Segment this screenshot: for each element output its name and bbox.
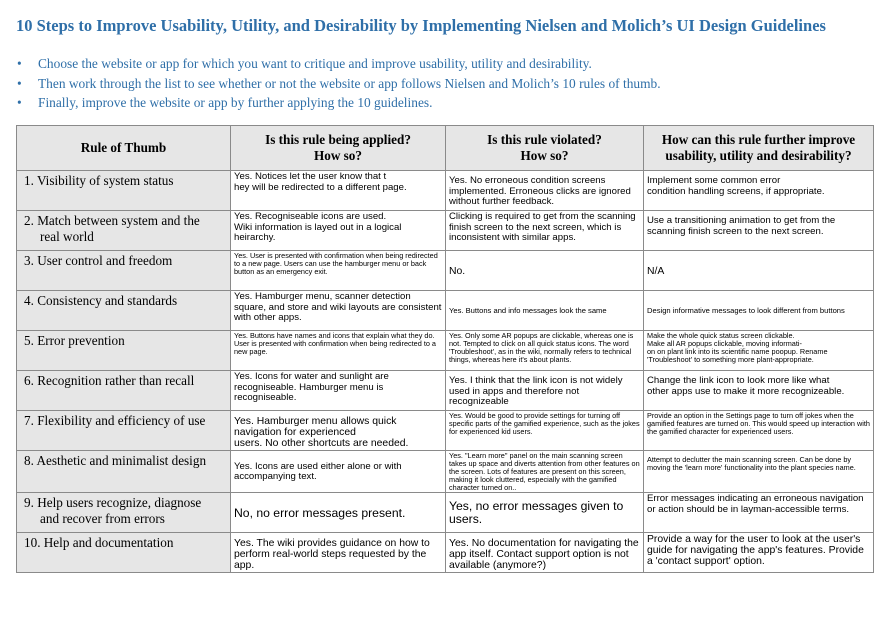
rule-cell xyxy=(17,411,231,451)
rule-text: 10. Help and documentation xyxy=(24,535,174,551)
applied-cell: Yes. User is presented with confirmation when being redirected to a new page. Users can use the hamburger menu or back button as an emergency exit. xyxy=(231,251,446,291)
rule-text: 4. Consistency and standards xyxy=(24,293,178,308)
improve-cell: Change the link icon to look more like what other apps use to make it more recognizeable. xyxy=(644,371,874,411)
rule-cell xyxy=(17,171,231,211)
rule-text: 2. Match between system and the xyxy=(24,213,200,228)
applied-cell: Yes. Icons are used either alone or with accompanying text. xyxy=(231,451,446,493)
improve-cell: Error messages indicating an erroneous navigation or action should be in layman-accessible terms. xyxy=(644,493,874,533)
rule-text: 6. Recognition rather than recall xyxy=(24,373,195,388)
violated-cell: Yes. Buttons and info messages look the same xyxy=(446,291,644,331)
improve-cell: Provide a way for the user to look at the user's guide for navigating the app's features. Provide a 'contact support' option. xyxy=(644,533,874,573)
bullet-icon: • xyxy=(17,95,22,110)
rule-cell xyxy=(17,331,231,371)
list-item-text: Choose the website or app for which you want to critique and improve usability, utility and desirability. xyxy=(38,56,592,71)
header-improve-line2: usability, utility and desirability? xyxy=(665,148,852,163)
rule-text: 7. Flexibility and efficiency of use xyxy=(24,413,206,428)
bullet-icon: • xyxy=(17,75,22,91)
violated-cell: Yes. I think that the link icon is not widely used in apps and therefore not recognizeable xyxy=(446,371,644,411)
table-row xyxy=(17,371,874,411)
header-improve xyxy=(644,126,874,171)
violated-cell: Clicking is required to get from the scanning finish screen to the next screen, which is inconsistent with similar apps. xyxy=(446,211,644,251)
rule-cell xyxy=(17,533,231,573)
rule-text-cont: real world xyxy=(40,229,94,244)
improve-cell: Attempt to declutter the main scanning screen. Can be done by moving the 'learn more' functionality into the plant species name. xyxy=(644,451,874,493)
list-item xyxy=(16,74,661,94)
header-violated-line1: Is this rule violated? xyxy=(487,132,602,147)
violated-cell: Yes. No documentation for navigating the app itself. Contact support option is not available (anymore?) xyxy=(446,533,644,573)
improve-cell: Design informative messages to look different from buttons xyxy=(644,291,874,331)
violated-cell: Yes. Would be good to provide settings for turning off specific parts of the gamified experience, such as the jokes for experienced kid users. xyxy=(446,411,644,451)
improve-cell: Implement some common error condition handling screens, if appropriate. xyxy=(644,171,874,211)
violated-cell: Yes. Only some AR popups are clickable, whereas one is not. Tempted to click on all quick status icons. The word 'Troubleshoot', as in the wiki, normally refers to technical things, whereas here it's about plants. xyxy=(446,331,644,371)
table-row xyxy=(17,171,874,211)
list-item-text: Finally, improve the website or app by further applying the 10 guidelines. xyxy=(38,95,433,110)
list-item xyxy=(16,54,661,74)
rule-cell xyxy=(17,211,231,251)
applied-cell: Yes. Hamburger menu allows quick navigation for experienced users. No other shortcuts are needed. xyxy=(231,411,446,451)
rule-text: 3. User control and freedom xyxy=(24,253,173,268)
rule-text-cont: and recover from errors xyxy=(40,511,165,527)
applied-cell: Yes. Notices let the user know that t hey will be redirected to a different page. xyxy=(231,171,446,211)
improve-cell: Provide an option in the Settings page to turn off jokes when the gamified features are turned on. This would speed up interaction with the gamified character for experienced users. xyxy=(644,411,874,451)
table-row xyxy=(17,411,874,451)
rule-cell xyxy=(17,493,231,533)
header-violated xyxy=(446,126,644,171)
table-row xyxy=(17,331,874,371)
header-applied xyxy=(231,126,446,171)
table-row xyxy=(17,211,874,251)
table-row xyxy=(17,533,874,573)
header-violated-line2: How so? xyxy=(520,148,569,163)
applied-cell: Yes. Buttons have names and icons that explain what they do. User is presented with confirmation when being redirected to a new page. xyxy=(231,331,446,371)
header-rule-label: Rule of Thumb xyxy=(80,140,167,155)
rule-text: 9. Help users recognize, diagnose xyxy=(24,495,202,511)
table-row xyxy=(17,451,874,493)
table-row xyxy=(17,291,874,331)
improve-cell: Make the whole quick status screen clickable. Make all AR popups clickable, moving informati- on on plant link into its scientific name poopup. Rename 'Troubleshoot' to something more plant-appropriate. xyxy=(644,331,874,371)
page-title: 10 Steps to Improve Usability, Utility, and Desirability by Implementing Nielsen and Molich’s UI Design Guidelines xyxy=(16,16,826,35)
rule-cell xyxy=(17,371,231,411)
applied-cell: Yes. Icons for water and sunlight are recogniseable. Hamburger menu is recogniseable. xyxy=(231,371,446,411)
header-applied-line1: Is this rule being applied? xyxy=(265,132,411,147)
violated-cell: No. xyxy=(446,251,644,291)
violated-cell: Yes. No erroneous condition screens implemented. Erroneous clicks are ignored without further feedback. xyxy=(446,171,644,211)
rule-text: 8. Aesthetic and minimalist design xyxy=(24,453,207,468)
rule-text: 5. Error prevention xyxy=(24,333,125,348)
applied-cell: Yes. Recogniseable icons are used. Wiki information is layed out in a logical heirarchy. xyxy=(231,211,446,251)
improve-cell: N/A xyxy=(644,251,874,291)
table-row xyxy=(17,493,874,533)
violated-cell: Yes, no error messages given to users. xyxy=(446,493,644,533)
header-rule xyxy=(17,126,231,171)
header-applied-line2: How so? xyxy=(314,148,362,163)
applied-cell: No, no error messages present. xyxy=(231,493,446,533)
improve-cell: Use a transitioning animation to get from the scanning finish screen to the next screen. xyxy=(644,211,874,251)
list-item-text: Then work through the list to see whether or not the website or app follows Nielsen and Molich’s 10 rules of thumb. xyxy=(38,75,661,91)
rule-cell xyxy=(17,451,231,493)
rule-cell xyxy=(17,251,231,291)
bullet-icon: • xyxy=(17,56,22,71)
instructions-list xyxy=(16,54,661,113)
table-header-row xyxy=(17,126,874,171)
header-improve-line1: How can this rule further improve xyxy=(661,132,856,147)
list-item xyxy=(16,93,661,113)
rule-cell xyxy=(17,291,231,331)
violated-cell: Yes. "Learn more" panel on the main scanning screen takes up space and diverts attention from other features on the screen. Lots of features are present on this screen, making it look cluttered, especially with the gamified character turned on.. xyxy=(446,451,644,493)
rules-table xyxy=(16,125,874,573)
applied-cell: Yes. Hamburger menu, scanner detection square, and store and wiki layouts are consistent with other apps. xyxy=(231,291,446,331)
applied-cell: Yes. The wiki provides guidance on how to perform real-world steps requested by the app. xyxy=(231,533,446,573)
table-row xyxy=(17,251,874,291)
rule-text: 1. Visibility of system status xyxy=(24,173,174,188)
